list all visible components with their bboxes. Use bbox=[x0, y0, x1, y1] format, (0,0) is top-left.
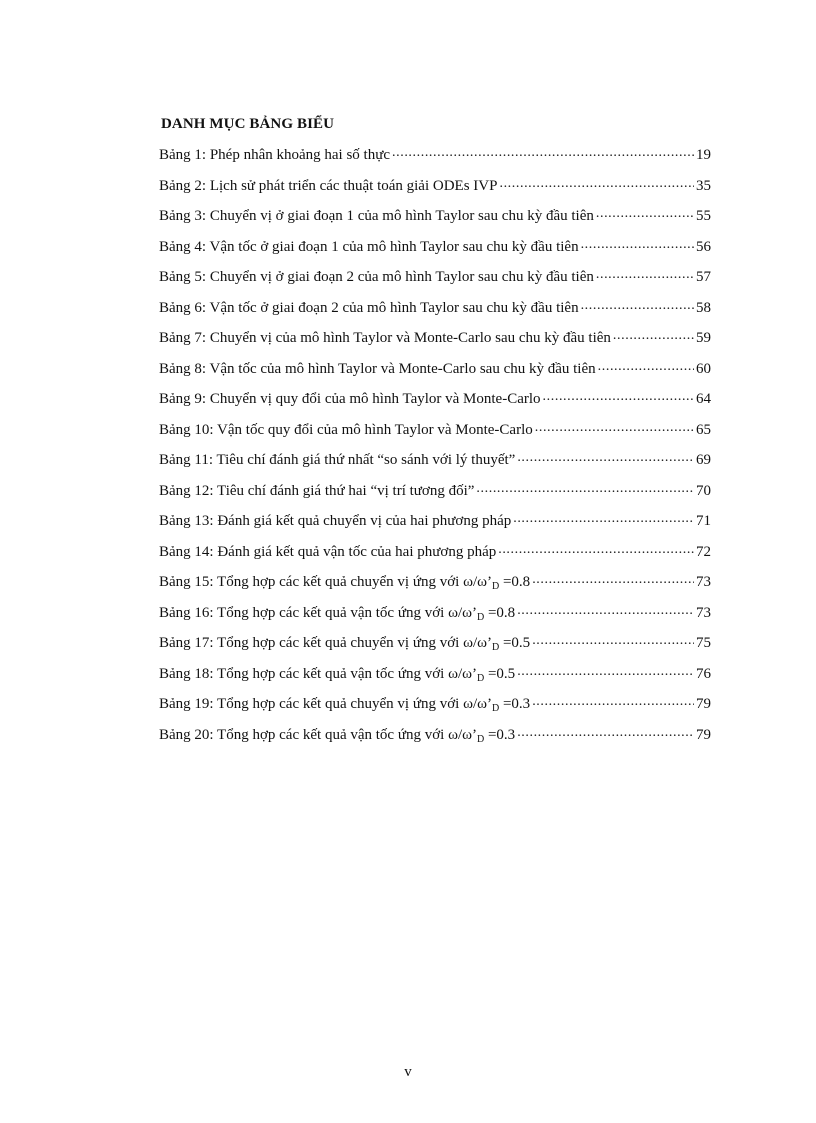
toc-entry-title-tail: =0.8 bbox=[484, 604, 516, 621]
toc-entry[interactable] bbox=[159, 238, 711, 269]
toc-entry-title-text: Bảng 18: Tổng hợp các kết quả vận tốc ứng với ω/ω’ bbox=[159, 665, 477, 682]
toc-entry[interactable] bbox=[159, 634, 711, 665]
toc-entry-page: 56 bbox=[696, 238, 711, 255]
toc-entry-page: 76 bbox=[696, 665, 711, 682]
toc-entry-title-text: Bảng 16: Tổng hợp các kết quả vận tốc ứng với ω/ω’ bbox=[159, 604, 477, 621]
toc-entry[interactable] bbox=[159, 390, 711, 421]
toc-entry-title bbox=[159, 695, 530, 713]
dot-leader bbox=[532, 574, 694, 586]
toc-entry-title bbox=[159, 726, 515, 744]
toc-entry-title bbox=[159, 268, 594, 286]
toc-entry-page: 69 bbox=[696, 452, 711, 468]
toc-entry[interactable] bbox=[159, 451, 711, 482]
toc-entry-title-tail: =0.5 bbox=[484, 665, 516, 682]
dot-leader bbox=[581, 300, 694, 312]
dot-leader bbox=[598, 361, 694, 373]
toc-entry-title-text: Bảng 14: Đánh giá kết quả vận tốc của hai phương pháp bbox=[159, 543, 497, 560]
dot-leader bbox=[535, 422, 694, 434]
dot-leader bbox=[517, 727, 694, 739]
dot-leader bbox=[596, 208, 694, 220]
toc-entry-title-tail: =0.3 bbox=[499, 696, 531, 712]
toc-entry-page: 57 bbox=[696, 269, 711, 285]
toc-entry-title bbox=[159, 634, 530, 652]
toc-entry-title-text: Bảng 10: Vận tốc quy đổi của mô hình Taylor và Monte-Carlo bbox=[159, 421, 533, 438]
toc-entry-title-text: Bảng 8: Vận tốc của mô hình Taylor và Monte-Carlo sau chu kỳ đầu tiên bbox=[159, 360, 596, 377]
dot-leader bbox=[532, 635, 694, 647]
dot-leader bbox=[543, 391, 694, 403]
dot-leader bbox=[513, 513, 694, 525]
toc-entry-page: 35 bbox=[696, 177, 711, 194]
toc-entry[interactable] bbox=[159, 207, 711, 238]
dot-leader bbox=[613, 330, 694, 342]
toc-entry-title bbox=[159, 329, 611, 347]
toc-entry-title bbox=[159, 207, 594, 225]
toc-entry[interactable] bbox=[159, 360, 711, 391]
dot-leader bbox=[596, 269, 694, 281]
toc-entry-page: 72 bbox=[696, 543, 711, 560]
toc-entry[interactable] bbox=[159, 543, 711, 574]
toc-entry-page: 59 bbox=[696, 330, 711, 346]
toc-entry-title-text: Bảng 11: Tiêu chí đánh giá thứ nhất “so sánh với lý thuyết” bbox=[159, 452, 516, 468]
toc-entry-page: 58 bbox=[696, 299, 711, 316]
toc-entry-title-text: Bảng 19: Tổng hợp các kết quả chuyển vị ứng với ω/ω’ bbox=[159, 696, 492, 712]
toc-entry-title bbox=[159, 512, 511, 530]
toc-entry-title bbox=[159, 299, 579, 317]
toc-entry-page: 70 bbox=[696, 482, 711, 499]
toc-entry-title bbox=[159, 360, 596, 378]
toc-entry-title-text: Bảng 13: Đánh giá kết quả chuyển vị của hai phương pháp bbox=[159, 513, 512, 529]
toc-entry-title bbox=[159, 543, 496, 561]
toc-entry-title-text: Bảng 5: Chuyển vị ở giai đoạn 2 của mô hình Taylor sau chu kỳ đầu tiên bbox=[159, 269, 594, 285]
toc-entry[interactable] bbox=[159, 177, 711, 208]
toc-entry-title-text: Bảng 9: Chuyển vị quy đổi của mô hình Taylor và Monte-Carlo bbox=[159, 391, 541, 407]
toc-entry-page: 71 bbox=[696, 513, 711, 529]
toc-entry-title-text: Bảng 20: Tổng hợp các kết quả vận tốc ứng với ω/ω’ bbox=[159, 726, 477, 743]
toc-entry[interactable] bbox=[159, 421, 711, 452]
toc-entry-title bbox=[159, 482, 474, 500]
toc-entry-subscript: D bbox=[491, 642, 500, 653]
dot-leader bbox=[517, 605, 694, 617]
toc-entry-title-text: Bảng 7: Chuyển vị của mô hình Taylor và Monte-Carlo sau chu kỳ đầu tiên bbox=[159, 330, 611, 346]
toc-entry-subscript: D bbox=[476, 672, 485, 684]
toc-entry-subscript: D bbox=[476, 733, 485, 745]
toc-entry-title bbox=[159, 604, 515, 622]
page-heading: DANH MỤC BẢNG BIỂU bbox=[161, 116, 335, 132]
toc-entry-title bbox=[159, 573, 530, 591]
toc-entry[interactable] bbox=[159, 146, 711, 177]
toc-entry-title bbox=[159, 421, 533, 439]
toc-entry-page: 75 bbox=[696, 635, 711, 651]
toc-entry-title bbox=[159, 177, 497, 195]
toc-entry-title-tail: =0.5 bbox=[499, 635, 531, 651]
toc-entry-title-text: Bảng 15: Tổng hợp các kết quả chuyển vị ứng với ω/ω’ bbox=[159, 574, 492, 590]
toc-entry-title bbox=[159, 390, 541, 408]
toc-entry[interactable] bbox=[159, 482, 711, 513]
dot-leader bbox=[517, 452, 694, 464]
toc-entry-page: 60 bbox=[696, 360, 711, 377]
toc-entry-title bbox=[159, 238, 579, 256]
toc-entry[interactable] bbox=[159, 573, 711, 604]
page-number: v bbox=[404, 1064, 412, 1080]
toc-entry-title-text: Bảng 6: Vận tốc ở giai đoạn 2 của mô hình Taylor sau chu kỳ đầu tiên bbox=[159, 299, 579, 316]
dot-leader bbox=[499, 178, 694, 190]
toc-entry-title-text: Bảng 1: Phép nhân khoảng hai số thực bbox=[159, 147, 391, 163]
toc-entry[interactable] bbox=[159, 329, 711, 360]
dot-leader bbox=[392, 147, 694, 159]
toc-entry-subscript: D bbox=[476, 611, 485, 623]
toc-entry-title bbox=[159, 665, 515, 683]
toc-entry-title-text: Bảng 4: Vận tốc ở giai đoạn 1 của mô hình Taylor sau chu kỳ đầu tiên bbox=[159, 238, 579, 255]
toc-entry-subscript: D bbox=[491, 581, 500, 592]
dot-leader bbox=[498, 544, 694, 556]
toc-entry-title-text: Bảng 17: Tổng hợp các kết quả chuyển vị ứng với ω/ω’ bbox=[159, 635, 492, 651]
dot-leader bbox=[581, 239, 694, 251]
dot-leader bbox=[532, 696, 694, 708]
toc-entry[interactable] bbox=[159, 726, 711, 757]
toc-entry[interactable] bbox=[159, 665, 711, 696]
toc-entry-title-text: Bảng 3: Chuyển vị ở giai đoạn 1 của mô hình Taylor sau chu kỳ đầu tiên bbox=[159, 208, 594, 224]
toc-entry[interactable] bbox=[159, 695, 711, 726]
toc-entry-title-tail: =0.8 bbox=[499, 574, 531, 590]
toc-entry-title bbox=[159, 451, 515, 469]
toc-entry[interactable] bbox=[159, 512, 711, 543]
dot-leader bbox=[517, 666, 694, 678]
toc-entry-subscript: D bbox=[491, 703, 500, 714]
toc-entry-title-text: Bảng 2: Lịch sử phát triển các thuật toán giải ODEs IVP bbox=[159, 177, 498, 194]
dot-leader bbox=[476, 483, 694, 495]
toc-entry-page: 19 bbox=[696, 147, 711, 163]
toc-entry-title bbox=[159, 146, 390, 164]
toc-entry-title-text: Bảng 12: Tiêu chí đánh giá thứ hai “vị trí tương đối” bbox=[159, 482, 475, 499]
toc-entry-page: 55 bbox=[696, 208, 711, 224]
toc-entry-page: 73 bbox=[696, 604, 711, 621]
toc-entry-page: 79 bbox=[696, 726, 711, 743]
toc-entry[interactable] bbox=[159, 299, 711, 330]
toc-entry-page: 64 bbox=[696, 391, 711, 407]
toc-entry-title-tail: =0.3 bbox=[484, 726, 516, 743]
toc-entry[interactable] bbox=[159, 604, 711, 635]
table-list bbox=[159, 146, 711, 756]
toc-entry-page: 79 bbox=[696, 696, 711, 712]
toc-entry-page: 73 bbox=[696, 574, 711, 590]
toc-entry-page: 65 bbox=[696, 421, 711, 438]
toc-entry[interactable] bbox=[159, 268, 711, 299]
